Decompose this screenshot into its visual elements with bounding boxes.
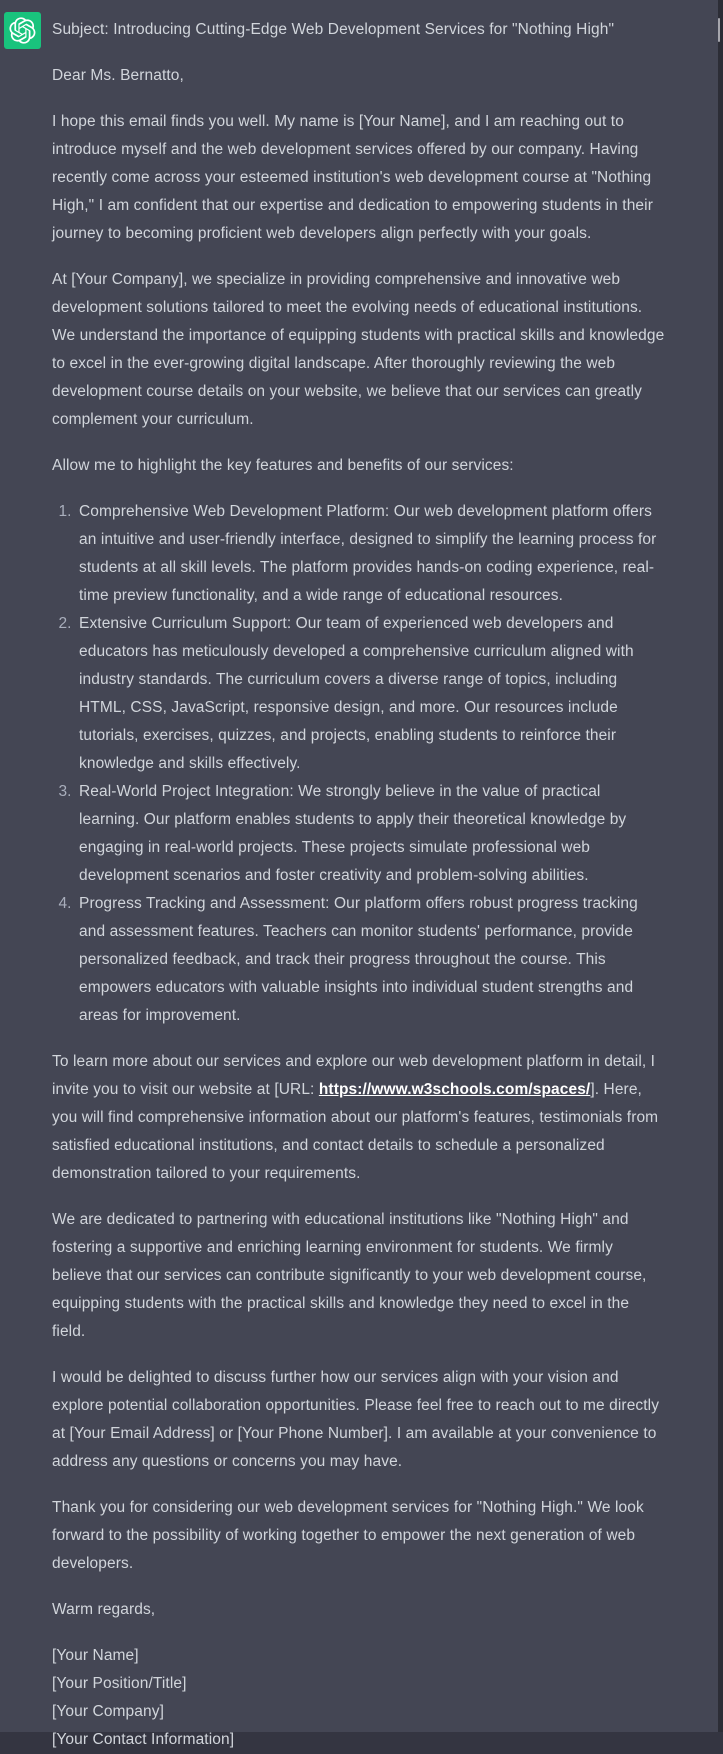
signature-position: [Your Position/Title] — [52, 1675, 187, 1692]
openai-logo-icon — [9, 17, 36, 44]
email-dedication-paragraph: We are dedicated to partnering with educational institutions like "Nothing High" and fostering a supportive and enriching learning environment for students. We firmly believe that our services can contribute significantly to your web development course, equipping students with the practical skills and knowledge they need to excel in the field. — [52, 1211, 647, 1340]
feature-item-curriculum: 2. Extensive Curriculum Support: Our team of experienced web developers and educators has meticulously developed a comprehensive curriculum aligned with industry standards. The curriculum covers a diverse range of topics, including HTML, CSS, JavaScript, responsive design, and more. Our resources include tutorials, exercises, quizzes, and projects, enabling students to reinforce their knowledge and skills effectively. — [76, 610, 665, 778]
email-website-paragraph — [52, 1048, 665, 1188]
email-greeting: Dear Ms. Bernatto, — [52, 67, 184, 84]
email-highlight-intro: Allow me to highlight the key features and benefits of our services: — [52, 457, 514, 474]
website-link[interactable]: https://www.w3schools.com/spaces/ — [318, 1081, 591, 1098]
signature-block — [52, 1642, 665, 1754]
scrollbar-thumb[interactable] — [718, 18, 720, 42]
email-company-paragraph: At [Your Company], we specialize in providing comprehensive and innovative web development solutions tailored to meet the evolving needs of educational institutions. We understand the importance of equipping students with practical skills and knowledge to excel in the ever-growing digital landscape. After thoroughly reviewing the web development course details on your website, we believe that our services can greatly complement your curriculum. — [52, 271, 665, 428]
signature-company: [Your Company] — [52, 1703, 164, 1720]
website-paragraph-after: ]. Here, you will find comprehensive information about our platform's features, testimonials from satisfied educational institutions, and contact details to schedule a personalized demonstration tailored to your requirements. — [52, 1081, 659, 1182]
email-draft-content — [52, 12, 665, 1754]
email-intro-paragraph: I hope this email finds you well. My name is [Your Name], and I am reaching out to introduce myself and the web development services offered by our company. Having recently come across your esteemed institution's web development course at "Nothing High," I am confident that our expertise and dedication to empowering students in their journey to becoming proficient web developers align perfectly with your goals. — [52, 113, 653, 242]
signature-name: [Your Name] — [52, 1647, 139, 1664]
assistant-avatar — [4, 12, 41, 49]
features-list — [52, 498, 665, 1030]
signature-contact: [Your Contact Information] — [52, 1731, 235, 1748]
scrollbar-track[interactable] — [718, 0, 723, 1732]
email-contact-paragraph: I would be delighted to discuss further how our services align with your vision and explore potential collaboration opportunities. Please feel free to reach out to me directly at [Your Email Address] or [Your Phone Number]. I am available at your convenience to address any questions or concerns you may have. — [52, 1369, 660, 1470]
email-subject: Subject: Introducing Cutting-Edge Web Development Services for "Nothing High" — [52, 21, 615, 38]
feature-item-projects: 3. Real-World Project Integration: We strongly believe in the value of practical learning. Our platform enables students to apply their theoretical knowledge by engaging in real-world projects. These projects simulate professional web development scenarios and foster creativity and problem-solving abilities. — [76, 778, 665, 890]
email-closing: Warm regards, — [52, 1601, 156, 1618]
feature-item-tracking: 4. Progress Tracking and Assessment: Our platform offers robust progress tracking and assessment features. Teachers can monitor students' performance, provide personalized feedback, and track their progress throughout the course. This empowers educators with valuable insights into individual student strengths and areas for improvement. — [76, 890, 665, 1030]
feature-item-platform: 1. Comprehensive Web Development Platform: Our web development platform offers an intuitive and user-friendly interface, designed to simplify the learning process for students at all skill levels. The platform provides hands-on coding experience, real-time preview functionality, and a wide range of educational resources. — [76, 498, 665, 610]
email-thanks-paragraph: Thank you for considering our web development services for "Nothing High." We look forward to the possibility of working together to empower the next generation of web developers. — [52, 1499, 644, 1572]
website-paragraph-before: To learn more about our services and explore our web development platform in detail, I invite you to visit our website at [URL: — [52, 1053, 656, 1098]
